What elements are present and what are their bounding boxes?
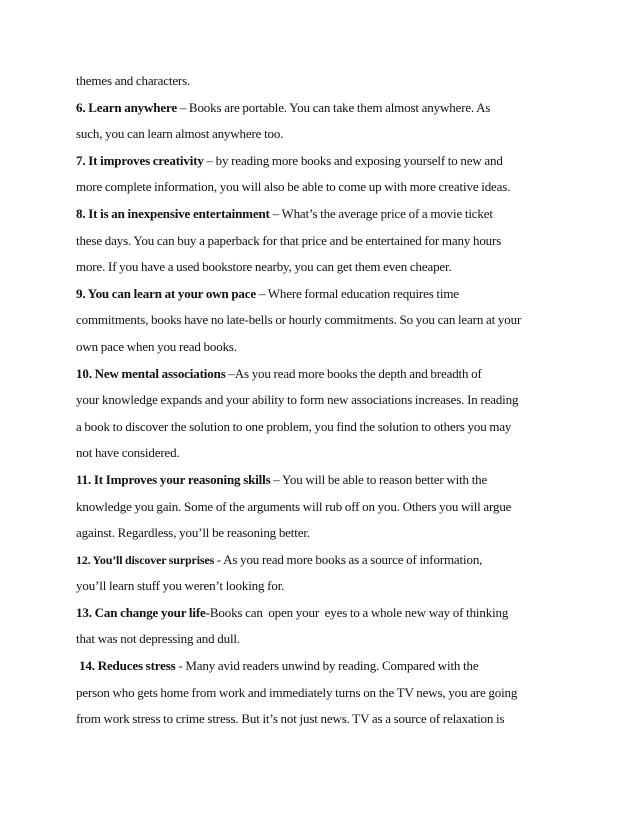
section-heading: 13. Can change your life- <box>76 604 210 620</box>
section-heading: 7. It improves creativity <box>76 152 204 168</box>
text-line: 7. It improves creativity – by reading more books and exposing yourself to new and <box>76 152 503 168</box>
text-line: 9. You can learn at your own pace – Where formal education requires time <box>76 285 459 301</box>
text-line: that was not depressing and dull. <box>76 631 240 647</box>
text-line: knowledge you gain. Some of the arguments will rub off on you. Others you will argue <box>76 498 512 514</box>
text-line: commitments, books have no late-bells or hourly commitments. So you can learn at your <box>76 312 522 328</box>
text-line: more complete information, you will also be able to come up with more creative ideas. <box>76 179 511 195</box>
text-line: person who gets home from work and immediately turns on the TV news, you are going <box>76 684 518 700</box>
text-line: 8. It is an inexpensive entertainment – What’s the average price of a movie ticket <box>76 205 493 221</box>
text-line: own pace when you read books. <box>76 338 237 354</box>
section-heading: 11. It Improves your reasoning skills <box>76 471 271 487</box>
text-line: 13. Can change your life-Books can open your eyes to a whole new way of thinking <box>76 604 509 620</box>
text-line: not have considered. <box>76 445 180 461</box>
text-line: 14. Reduces stress - Many avid readers unwind by reading. Compared with the <box>76 658 479 674</box>
section-heading: 9. You can learn at your own pace <box>76 285 257 301</box>
document-body <box>76 68 576 733</box>
text-line: against. Regardless, you’ll be reasoning better. <box>76 525 310 541</box>
section-heading: 12. You’ll discover surprises <box>76 552 215 567</box>
section-heading: 10. New mental associations <box>76 365 226 381</box>
text-line: a book to discover the solution to one problem, you find the solution to others you may <box>76 418 512 434</box>
text-line: 11. It Improves your reasoning skills – You will be able to reason better with the <box>76 471 488 487</box>
text-line: your knowledge expands and your ability to form new associations increases. In reading <box>76 392 519 408</box>
text-line: 10. New mental associations –As you read more books the depth and breadth of <box>76 365 482 381</box>
section-heading: 6. Learn anywhere <box>76 99 177 115</box>
text-line: more. If you have a used bookstore nearby, you can get them even cheaper. <box>76 259 452 275</box>
text-line: 6. Learn anywhere – Books are portable. You can take them almost anywhere. As <box>76 99 491 115</box>
text-line: 12. You’ll discover surprises - As you read more books as a source of information, <box>76 551 483 567</box>
text-line: themes and characters. <box>76 73 191 88</box>
text-line: these days. You can buy a paperback for that price and be entertained for many hours <box>76 232 502 248</box>
text-line: such, you can learn almost anywhere too. <box>76 126 284 142</box>
text-line: from work stress to crime stress. But it’s not just news. TV as a source of relaxation is <box>76 711 505 727</box>
section-heading: 8. It is an inexpensive entertainment <box>76 205 270 221</box>
section-heading: 14. Reduces stress <box>76 658 176 674</box>
text-line: you’ll learn stuff you weren’t looking for. <box>76 578 285 594</box>
